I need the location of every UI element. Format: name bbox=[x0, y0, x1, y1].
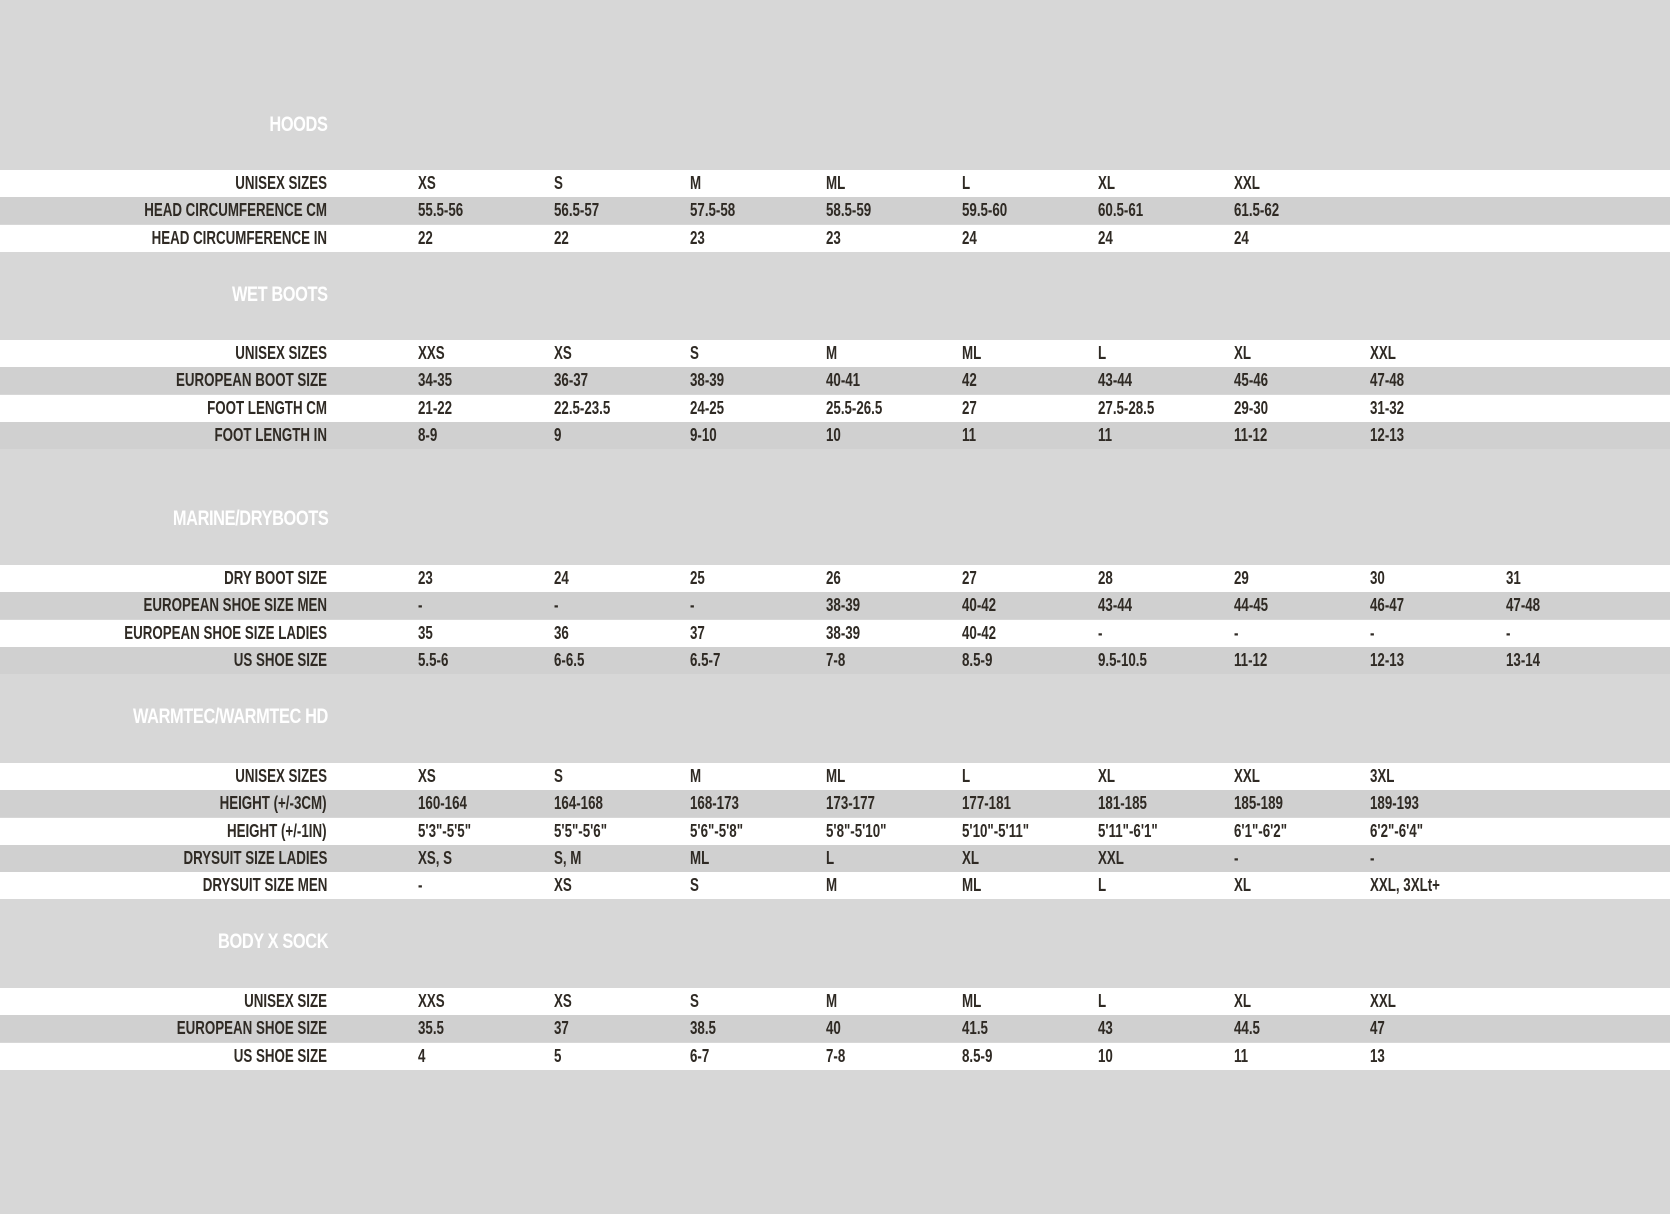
table-cell: 26 bbox=[826, 568, 841, 588]
table-cell: 22 bbox=[418, 228, 433, 248]
table-cell: XXL bbox=[1098, 848, 1124, 868]
table-cell: 5.5-6 bbox=[418, 650, 449, 670]
table-cell: 177-181 bbox=[962, 793, 1011, 813]
table-row bbox=[0, 818, 1670, 845]
table-cell: L bbox=[1098, 991, 1107, 1011]
row-label: FOOT LENGTH IN bbox=[214, 425, 327, 445]
table-cell: 23 bbox=[418, 568, 433, 588]
table-cell: 31 bbox=[1506, 568, 1521, 588]
table-cell: XS bbox=[554, 875, 572, 895]
table-row bbox=[0, 790, 1670, 817]
row-label: HEIGHT (+/-1IN) bbox=[227, 821, 327, 841]
table-cell: 5'8"-5'10" bbox=[826, 821, 887, 841]
table-cell: S bbox=[690, 343, 699, 363]
table-cell: XL bbox=[962, 848, 980, 868]
table-cell: 12-13 bbox=[1370, 650, 1405, 670]
table-row bbox=[0, 170, 1670, 197]
table-cell: 56.5-57 bbox=[554, 200, 600, 220]
table-cell: M bbox=[826, 875, 838, 895]
table-row bbox=[0, 565, 1670, 592]
table-row bbox=[0, 367, 1670, 394]
table-cell: 40-42 bbox=[962, 595, 997, 615]
row-label: EUROPEAN SHOE SIZE MEN bbox=[143, 595, 327, 615]
table-cell: 185-189 bbox=[1234, 793, 1283, 813]
section-title-hoods: HOODS bbox=[269, 113, 328, 136]
table-cell: 21-22 bbox=[418, 398, 453, 418]
table-cell: 6-7 bbox=[690, 1046, 710, 1066]
row-label: EUROPEAN SHOE SIZE LADIES bbox=[124, 623, 327, 643]
table-cell: 27 bbox=[962, 398, 977, 418]
table-cell: L bbox=[1098, 343, 1107, 363]
section-title-body-x-sock: BODY X SOCK bbox=[217, 930, 328, 953]
table-cell: 5'6"-5'8" bbox=[690, 821, 744, 841]
row-label: UNISEX SIZES bbox=[235, 173, 327, 193]
table-cell: 35 bbox=[418, 623, 433, 643]
table-row bbox=[0, 197, 1670, 224]
table-row bbox=[0, 620, 1670, 647]
table-cell: ML bbox=[962, 343, 982, 363]
table-cell: XL bbox=[1098, 766, 1116, 786]
table-cell: 25 bbox=[690, 568, 705, 588]
table-cell: 11 bbox=[1234, 1046, 1249, 1066]
table-cell: - bbox=[1098, 623, 1103, 643]
table-cell: L bbox=[1098, 875, 1107, 895]
table-cell: 40-41 bbox=[826, 370, 861, 390]
table-cell: - bbox=[1234, 623, 1239, 643]
table-cell: 47 bbox=[1370, 1018, 1385, 1038]
table-cell: 38-39 bbox=[826, 623, 861, 643]
table-cell: XS bbox=[554, 343, 572, 363]
table-cell: 160-164 bbox=[418, 793, 467, 813]
table-cell: 7-8 bbox=[826, 650, 846, 670]
row-label: EUROPEAN SHOE SIZE bbox=[176, 1018, 327, 1038]
table-cell: 43-44 bbox=[1098, 595, 1133, 615]
table-row bbox=[0, 647, 1670, 674]
table-cell: XXL bbox=[1370, 991, 1396, 1011]
table-cell: 8.5-9 bbox=[962, 650, 993, 670]
table-cell: 11 bbox=[1098, 425, 1113, 445]
table-cell: XL bbox=[1234, 875, 1252, 895]
table-row bbox=[0, 225, 1670, 252]
table-cell: 6.5-7 bbox=[690, 650, 721, 670]
table-cell: 8-9 bbox=[418, 425, 438, 445]
table-cell: XS, S bbox=[418, 848, 453, 868]
table-cell: 12-13 bbox=[1370, 425, 1405, 445]
table-cell: 46-47 bbox=[1370, 595, 1405, 615]
row-label: US SHOE SIZE bbox=[233, 1046, 327, 1066]
table-cell: 36 bbox=[554, 623, 569, 643]
table-cell: 44-45 bbox=[1234, 595, 1269, 615]
table-cell: 58.5-59 bbox=[826, 200, 872, 220]
table-cell: 38-39 bbox=[690, 370, 725, 390]
table-cell: - bbox=[418, 875, 423, 895]
table-cell: XS bbox=[554, 991, 572, 1011]
table-cell: - bbox=[554, 595, 559, 615]
row-label: DRY BOOT SIZE bbox=[224, 568, 327, 588]
table-cell: XS bbox=[418, 173, 436, 193]
table-cell: 27.5-28.5 bbox=[1098, 398, 1155, 418]
table-cell: 11-12 bbox=[1234, 650, 1268, 670]
table-cell: S bbox=[554, 173, 563, 193]
table-row bbox=[0, 592, 1670, 619]
table-cell: 4 bbox=[418, 1046, 426, 1066]
row-label: HEAD CIRCUMFERENCE IN bbox=[151, 228, 327, 248]
table-cell: 9-10 bbox=[690, 425, 717, 445]
table-cell: 3XL bbox=[1370, 766, 1395, 786]
table-cell: XXL bbox=[1234, 173, 1260, 193]
table-cell: 5'5"-5'6" bbox=[554, 821, 608, 841]
table-cell: XL bbox=[1234, 343, 1252, 363]
table-cell: - bbox=[1370, 848, 1375, 868]
table-cell: ML bbox=[962, 991, 982, 1011]
row-label: FOOT LENGTH CM bbox=[207, 398, 327, 418]
table-cell: 24 bbox=[962, 228, 977, 248]
table-cell: 31-32 bbox=[1370, 398, 1405, 418]
table-row bbox=[0, 845, 1670, 872]
table-cell: 189-193 bbox=[1370, 793, 1419, 813]
table-cell: 173-177 bbox=[826, 793, 875, 813]
table-cell: - bbox=[1506, 623, 1511, 643]
table-cell: 24 bbox=[554, 568, 569, 588]
table-cell: S bbox=[690, 875, 699, 895]
table-cell: 60.5-61 bbox=[1098, 200, 1144, 220]
table-cell: 8.5-9 bbox=[962, 1046, 993, 1066]
row-label: UNISEX SIZES bbox=[235, 766, 327, 786]
section-title-marine-dryboots: MARINE/DRYBOOTS bbox=[172, 507, 328, 530]
table-cell: 5'3"-5'5" bbox=[418, 821, 472, 841]
table-cell: M bbox=[690, 173, 702, 193]
table-cell: S bbox=[690, 991, 699, 1011]
table-cell: 40 bbox=[826, 1018, 841, 1038]
table-cell: XXL bbox=[1370, 343, 1396, 363]
table-cell: 43 bbox=[1098, 1018, 1113, 1038]
table-row bbox=[0, 988, 1670, 1015]
table-cell: - bbox=[1234, 848, 1239, 868]
table-cell: 42 bbox=[962, 370, 977, 390]
row-label: HEIGHT (+/-3CM) bbox=[220, 793, 327, 813]
table-cell: 61.5-62 bbox=[1234, 200, 1280, 220]
table-cell: XXL bbox=[1234, 766, 1260, 786]
table-cell: 37 bbox=[690, 623, 705, 643]
table-cell: 13 bbox=[1370, 1046, 1385, 1066]
table-cell: M bbox=[826, 343, 838, 363]
table-row bbox=[0, 422, 1670, 449]
table-cell: XL bbox=[1098, 173, 1116, 193]
table-cell: 10 bbox=[1098, 1046, 1113, 1066]
table-cell: 22.5-23.5 bbox=[554, 398, 611, 418]
table-cell: 10 bbox=[826, 425, 841, 445]
section-title-warmtec-warmtec-hd: WARMTEC/WARMTEC HD bbox=[133, 705, 328, 728]
table-cell: 47-48 bbox=[1370, 370, 1405, 390]
table-cell: 6-6.5 bbox=[554, 650, 585, 670]
table-cell: 7-8 bbox=[826, 1046, 846, 1066]
section-title-wet-boots: WET BOOTS bbox=[232, 283, 328, 306]
table-cell: 30 bbox=[1370, 568, 1385, 588]
row-label: EUROPEAN BOOT SIZE bbox=[176, 370, 327, 390]
table-cell: 23 bbox=[690, 228, 705, 248]
table-cell: 34-35 bbox=[418, 370, 453, 390]
table-cell: 24 bbox=[1098, 228, 1113, 248]
table-cell: 59.5-60 bbox=[962, 200, 1008, 220]
table-cell: ML bbox=[826, 173, 846, 193]
table-cell: M bbox=[826, 991, 838, 1011]
table-cell: XXS bbox=[418, 991, 445, 1011]
row-label: HEAD CIRCUMFERENCE CM bbox=[144, 200, 327, 220]
table-cell: 55.5-56 bbox=[418, 200, 464, 220]
table-cell: 38-39 bbox=[826, 595, 861, 615]
table-cell: 35.5 bbox=[418, 1018, 444, 1038]
table-cell: 24-25 bbox=[690, 398, 725, 418]
table-cell: 23 bbox=[826, 228, 841, 248]
table-cell: L bbox=[962, 766, 971, 786]
table-cell: ML bbox=[826, 766, 846, 786]
table-row bbox=[0, 872, 1670, 899]
table-cell: XS bbox=[418, 766, 436, 786]
table-cell: S bbox=[554, 766, 563, 786]
table-row bbox=[0, 763, 1670, 790]
table-cell: S, M bbox=[554, 848, 582, 868]
table-cell: - bbox=[690, 595, 695, 615]
table-cell: XL bbox=[1234, 991, 1252, 1011]
table-row bbox=[0, 1015, 1670, 1042]
table-cell: 9 bbox=[554, 425, 562, 445]
table-row bbox=[0, 395, 1670, 422]
table-cell: 57.5-58 bbox=[690, 200, 736, 220]
table-cell: 27 bbox=[962, 568, 977, 588]
row-label: US SHOE SIZE bbox=[233, 650, 327, 670]
table-cell: 168-173 bbox=[690, 793, 739, 813]
table-cell: 47-48 bbox=[1506, 595, 1541, 615]
table-cell: 45-46 bbox=[1234, 370, 1269, 390]
table-row bbox=[0, 1043, 1670, 1070]
row-label: DRYSUIT SIZE MEN bbox=[202, 875, 327, 895]
table-cell: 5'10"-5'11" bbox=[962, 821, 1030, 841]
table-cell: 38.5 bbox=[690, 1018, 716, 1038]
table-cell: 13-14 bbox=[1506, 650, 1541, 670]
table-cell: XXS bbox=[418, 343, 445, 363]
table-cell: 41.5 bbox=[962, 1018, 988, 1038]
table-cell: 25.5-26.5 bbox=[826, 398, 883, 418]
row-label: UNISEX SIZES bbox=[235, 343, 327, 363]
table-cell: 6'1"-6'2" bbox=[1234, 821, 1288, 841]
table-cell: 9.5-10.5 bbox=[1098, 650, 1147, 670]
table-cell: 28 bbox=[1098, 568, 1113, 588]
table-cell: 44.5 bbox=[1234, 1018, 1260, 1038]
table-cell: L bbox=[962, 173, 971, 193]
table-cell: 11-12 bbox=[1234, 425, 1268, 445]
table-cell: 5 bbox=[554, 1046, 562, 1066]
table-cell: ML bbox=[962, 875, 982, 895]
row-label: UNISEX SIZE bbox=[244, 991, 327, 1011]
table-cell: 40-42 bbox=[962, 623, 997, 643]
table-cell: XXL, 3XLt+ bbox=[1370, 875, 1440, 895]
table-cell: - bbox=[418, 595, 423, 615]
table-cell: 181-185 bbox=[1098, 793, 1147, 813]
table-cell: M bbox=[690, 766, 702, 786]
table-cell: ML bbox=[690, 848, 710, 868]
row-label: DRYSUIT SIZE LADIES bbox=[183, 848, 327, 868]
table-cell: 36-37 bbox=[554, 370, 589, 390]
table-cell: 29-30 bbox=[1234, 398, 1269, 418]
table-cell: 29 bbox=[1234, 568, 1249, 588]
table-cell: 164-168 bbox=[554, 793, 603, 813]
table-cell: L bbox=[826, 848, 835, 868]
table-cell: 22 bbox=[554, 228, 569, 248]
table-cell: 24 bbox=[1234, 228, 1249, 248]
table-cell: 43-44 bbox=[1098, 370, 1133, 390]
table-cell: - bbox=[1370, 623, 1375, 643]
table-cell: 5'11"-6'1" bbox=[1098, 821, 1158, 841]
table-cell: 37 bbox=[554, 1018, 569, 1038]
table-row bbox=[0, 340, 1670, 367]
table-cell: 11 bbox=[962, 425, 977, 445]
table-cell: 6'2"-6'4" bbox=[1370, 821, 1424, 841]
